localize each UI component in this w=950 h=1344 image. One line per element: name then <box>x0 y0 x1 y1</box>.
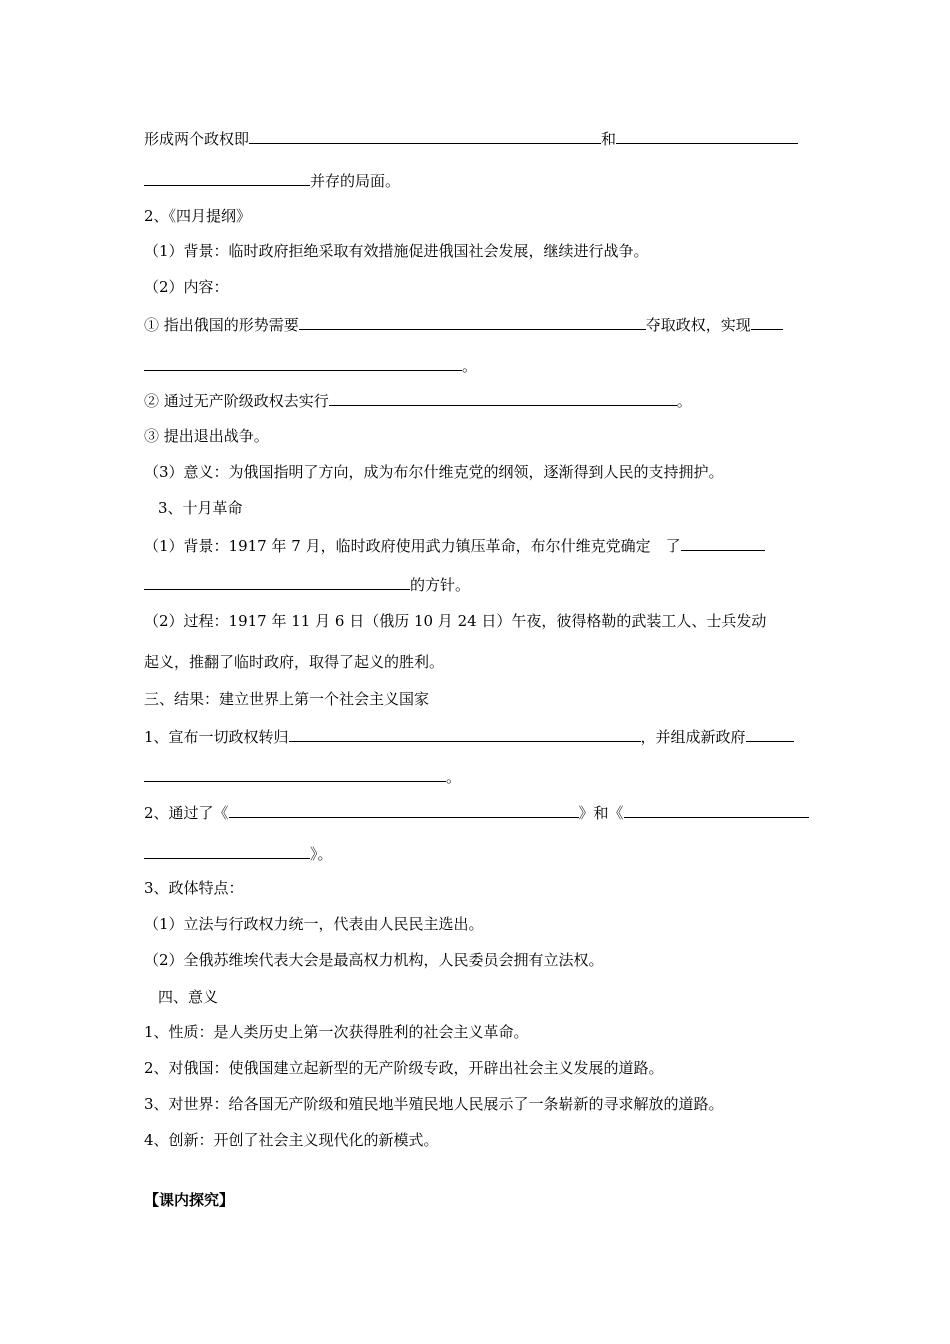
explore-heading: 【课内探究】 <box>144 1191 235 1209</box>
text-line: 起义，推翻了临时政府，取得了起义的胜利。 <box>144 653 445 671</box>
text-line: （1）立法与行政权力统一，代表由人民民主选出。 <box>144 915 484 933</box>
text: 的方针。 <box>410 576 471 594</box>
text: 》和《 <box>578 804 624 822</box>
text-line <box>144 766 461 787</box>
blank[interactable] <box>681 535 765 551</box>
blank[interactable] <box>144 766 446 782</box>
text-line <box>144 170 400 191</box>
text-line: （1）背景：临时政府拒绝采取有效措施促进俄国社会发展，继续进行战争。 <box>144 242 649 260</box>
text: 1、宣布一切政权转归 <box>144 728 289 746</box>
blank[interactable] <box>144 843 310 859</box>
text: 夺取政权，实现 <box>645 316 751 334</box>
text: ，并组成新政府 <box>640 728 746 746</box>
blank[interactable] <box>144 355 462 371</box>
text-line: （2）过程：1917 年 11 月 6 日（俄历 10 月 24 日）午夜，彼得格勒的武装工人、士兵发动 <box>144 612 767 630</box>
text: 和 <box>601 130 617 148</box>
blank[interactable] <box>624 802 809 818</box>
blank[interactable] <box>329 390 677 406</box>
text-line <box>144 314 783 335</box>
text: 。 <box>462 357 478 375</box>
blank[interactable] <box>289 726 641 742</box>
list-item: 3、对世界：给各国无产阶级和殖民地半殖民地人民展示了一条崭新的寻求解放的道路。 <box>144 1095 724 1113</box>
blank[interactable] <box>249 128 601 144</box>
text: ① 指出俄国的形势需要 <box>144 316 299 334</box>
list-item: 2、对俄国：使俄国建立起新型的无产阶级专政，开辟出社会主义发展的道路。 <box>144 1059 664 1077</box>
blank[interactable] <box>144 574 410 590</box>
section-heading: 四、意义 <box>158 988 219 1006</box>
blank[interactable] <box>746 726 794 742</box>
text-line: （3）意义：为俄国指明了方向，成为布尔什维克党的纲领，逐渐得到人民的支持拥护。 <box>144 463 724 481</box>
text: 并存的局面。 <box>310 172 401 190</box>
text-line: （2）全俄苏维埃代表大会是最高权力机构，人民委员会拥有立法权。 <box>144 951 604 969</box>
text: 2、通过了《 <box>144 804 229 822</box>
text-line <box>144 843 333 864</box>
section-heading: 三、结果：建立世界上第一个社会主义国家 <box>144 690 430 708</box>
section-heading: 3、十月革命 <box>158 499 243 517</box>
text: 》。 <box>310 845 333 863</box>
text-line <box>144 390 692 411</box>
blank[interactable] <box>299 314 646 330</box>
text-line <box>144 726 794 747</box>
text-line: 3、政体特点： <box>144 879 244 897</box>
text-line: （2）内容： <box>144 278 229 296</box>
section-heading: 2、《四月提纲》 <box>144 207 252 225</box>
text: ② 通过无产阶级政权去实行 <box>144 392 329 410</box>
text-line <box>144 802 809 823</box>
text: （1）背景：1917 年 7 月，临时政府使用武力镇压革命，布尔什维克党确定 了 <box>144 537 681 555</box>
text: 。 <box>676 392 692 410</box>
list-item: 1、性质：是人类历史上第一次获得胜利的社会主义革命。 <box>144 1023 529 1041</box>
text: 。 <box>446 768 462 786</box>
blank[interactable] <box>229 802 579 818</box>
blank[interactable] <box>616 128 798 144</box>
blank[interactable] <box>751 314 783 330</box>
list-item: 4、创新：开创了社会主义现代化的新模式。 <box>144 1131 439 1149</box>
text-line <box>144 535 765 556</box>
blank[interactable] <box>144 170 310 186</box>
text: 形成两个政权即 <box>144 130 250 148</box>
text-line <box>144 128 798 149</box>
text-line: ③ 提出退出战争。 <box>144 427 269 445</box>
text-line <box>144 355 477 376</box>
text-line <box>144 574 470 595</box>
